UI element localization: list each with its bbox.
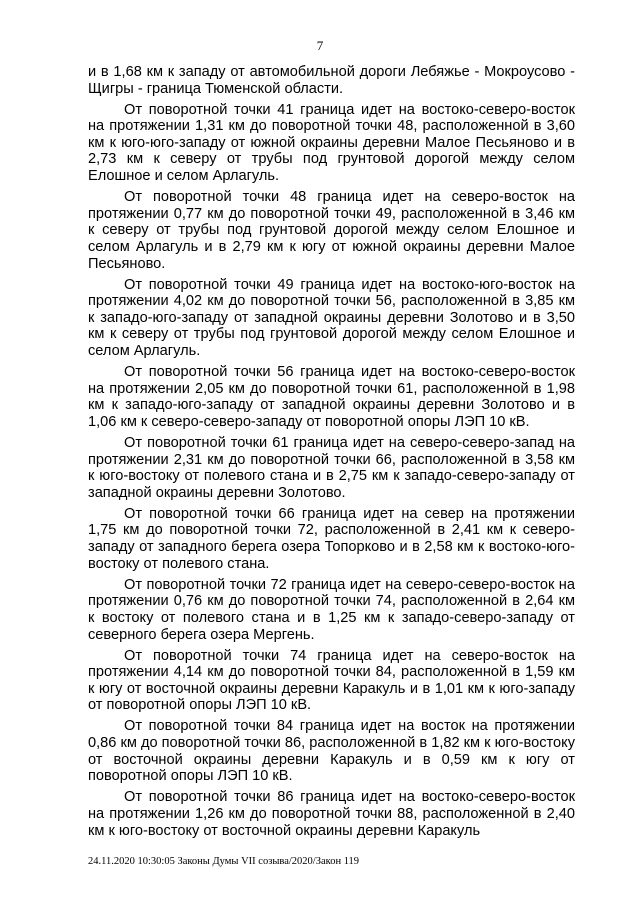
paragraph: и в 1,68 км к западу от автомобильной дороги Лебяжье - Мокроусово - Щигры - граница Тюменской области. [88, 64, 575, 97]
paragraph: От поворотной точки 74 граница идет на северо-восток на протяжении 4,14 км до поворотной точки 84, расположенной в 1,59 км к югу от восточной окраины деревни Каракуль и в 1,01 км к юго-западу от поворотной опоры ЛЭП 10 кВ. [88, 647, 575, 714]
paragraph: От поворотной точки 72 граница идет на северо-северо-восток на протяжении 0,76 км до поворотной точки 74, расположенной в 2,64 км к востоку от полевого стана и в 1,25 км к западо-северо-западу от северного берега озера Мергень. [88, 576, 575, 643]
paragraph: От поворотной точки 61 граница идет на северо-северо-запад на протяжении 2,31 км до поворотной точки 66, расположенной в 3,58 км к юго-востоку от полевого стана и в 2,75 км к западо-северо-западу от западной окраины деревни Золотово. [88, 434, 575, 501]
paragraph: От поворотной точки 56 граница идет на востоко-северо-восток на протяжении 2,05 км до поворотной точки 61, расположенной в 1,98 км к западо-юго-западу от западной окраины деревни Золотово и в 1,06 км к северо-северо-западу от поворотной опоры ЛЭП 10 кВ. [88, 364, 575, 430]
paragraph: От поворотной точки 49 граница идет на востоко-юго-восток на протяжении 4,02 км до поворотной точки 56, расположенной в 3,85 км к западо-юго-западу от западной окраины деревни Золотово и в 3,50 км к северу от трубы под грунтовой дорогой между селом Елошное и селом Арлагуль. [88, 276, 575, 359]
paragraph: От поворотной точки 48 граница идет на северо-восток на протяжении 0,77 км до поворотной точки 49, расположенной в 3,46 км к северу от трубы под грунтовой дорогой между селом Елошное и селом Арлагуль и в 2,79 км к югу от южной окраины деревни Малое Песьяново. [88, 189, 575, 272]
document-body [88, 64, 575, 844]
paragraph: От поворотной точки 86 граница идет на востоко-северо-восток на протяжении 1,26 км до поворотной точки 88, расположенной в 2,40 км к юго-востоку от восточной окраины деревни Каракуль [88, 789, 575, 839]
paragraph: От поворотной точки 66 граница идет на север на протяжении 1,75 км до поворотной точки 72, расположенной в 2,41 км к северо-западу от западного берега озера Топорково и в 2,58 км к востоко-юго-востоку от полевого стана. [88, 505, 575, 572]
paragraph: От поворотной точки 84 граница идет на восток на протяжении 0,86 км до поворотной точки 86, расположенной в 1,82 км к юго-востоку от восточной окраины деревни Каракуль и в 0,59 км к югу от поворотной опоры ЛЭП 10 кВ. [88, 718, 575, 785]
paragraph: От поворотной точки 41 граница идет на востоко-северо-восток на протяжении 1,31 км до поворотной точки 48, расположенной в 3,60 км к юго-юго-западу от южной окраины деревни Малое Песьяново и в 2,73 км к северу от трубы под грунтовой дорогой между селом Елошное и селом Арлагуль. [88, 101, 575, 185]
document-footer: 24.11.2020 10:30:05 Законы Думы VII созыва/2020/Закон 119 [88, 856, 360, 867]
page-number: 7 [316, 38, 324, 53]
